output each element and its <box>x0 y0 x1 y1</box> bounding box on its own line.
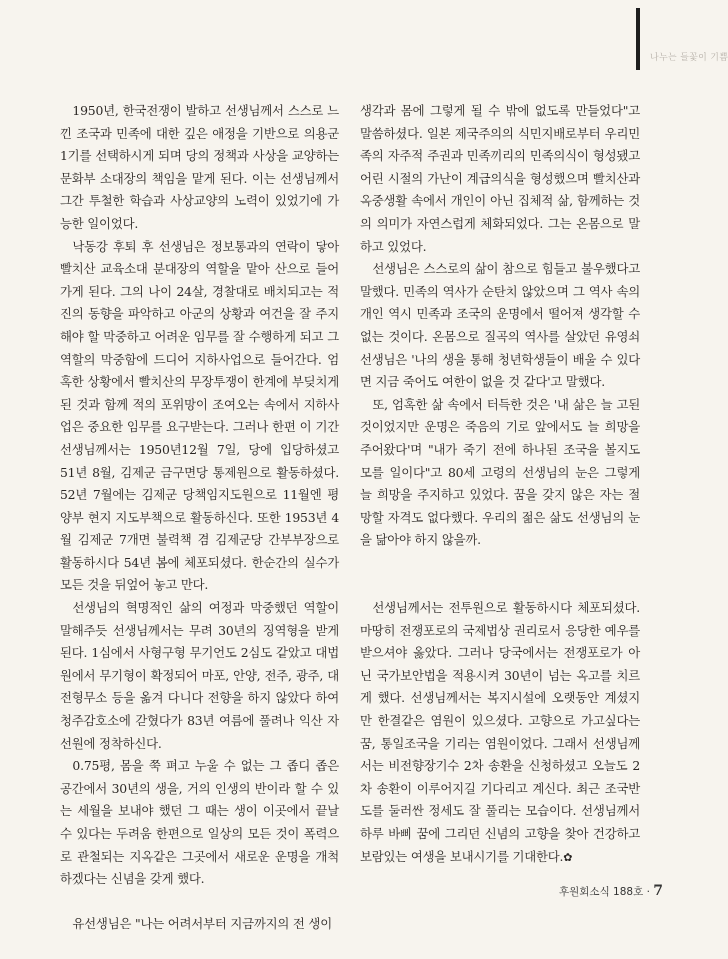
paragraph-gap <box>60 891 339 914</box>
right-column <box>360 100 640 869</box>
closing-paragraph-text: 선생님께서는 전투원으로 활동하시다 체포되셨다. 마땅히 전쟁포로의 국제법상 권리로서 응당한 예우를 받으셔야 옳았다. 그러나 당국에서는 전쟁포로가 아닌 국가보안법을 적용시켜 30년이 넘는 옥고를 치르게 했다. 선생님께서는 복지시설에 오랫동안 계셨지만 한결같은 염원이 있으셨다. 고향으로 가고싶다는 꿈, 통일조국을 기리는 염원이었다. 그래서 선생님께서는 비전향장기수 2차 송환을 신청하셨고 오늘도 2차 송환이 이루어지길 기다리고 계신다. 최근 조국반도를 둘러싼 정세도 잘 풀리는 모습이다. 선생님께서 하루 바삐 꿈에 그리던 신념의 고향을 찾아 건강하고 보람있는 여생을 보내시기를 기대한다. <box>360 600 640 864</box>
end-mark-icon: ✿ <box>563 850 573 864</box>
body-paragraph: 1950년, 한국전쟁이 발하고 선생님께서 스스로 느낀 조국과 민족에 대한 깊은 애정을 기반으로 의용군 1기를 선택하시게 되며 당의 정책과 사상을 교양하는 문화부 소대장의 책임을 맡게 된다. 이는 선생님께서 그간 투철한 학습과 사상교양의 노력이 있었기에 가능한 일이었다. <box>60 103 339 231</box>
body-paragraph: 생각과 몸에 그렇게 될 수 밖에 없도록 만들었다"고 말씀하셨다. 일본 제국주의의 식민지배로부터 우리민족의 자주적 주권과 민족끼리의 민족의식이 형성됐고 어린 시절의 가난이 계급의식을 형성했으며 빨치산과 옥중생활 속에서 개인이 아닌 집체적 삶, 함께하는 것의 의미가 자연스럽게 체화되었다. 그는 온몸으로 말하고 있었다. <box>360 103 640 254</box>
footer-publication-label: 후원회소식 188호 · <box>559 886 654 898</box>
body-paragraph: 또, 엄혹한 삶 속에서 터득한 것은 '내 삶은 늘 고된 것이었지만 운명은 죽음의 기로 앞에서도 늘 희망을 주어왔다'며 "내가 죽기 전에 하나된 조국을 볼지도 모를 일이다"고 80세 고령의 선생님의 눈은 그렇게 늘 희망을 주지하고 있었다. 꿈을 갖지 않은 자는 절망할 자격도 없다했다. 우리의 젊은 삶도 선생님의 눈을 닮아야 하지 않을까. <box>360 396 640 548</box>
page-number: 7 <box>653 883 663 899</box>
body-paragraph: 0.75평, 몸을 쭉 펴고 누울 수 없는 그 좁디 좁은 공간에서 30년의 생을, 거의 인생의 반이라 할 수 있는 세월을 보내야 했던 그 때는 생이 이곳에서 끝날 수 있다는 두려움 한편으로 일상의 모든 것이 폭력으로 관철되는 지옥같은 그곳에서 새로운 운명을 개척하겠다는 신념을 갖게 했다. <box>60 758 339 887</box>
header-running-title: 나누는 들꽃이 기쁨 <box>650 53 728 63</box>
left-column <box>60 100 339 936</box>
body-paragraph: 선생님은 스스로의 삶이 참으로 힘들고 불우했다고 말했다. 민족의 역사가 순탄치 않았으며 그 역사 속의 개인 역시 민족과 조국의 운명에서 떨어져 생각할 수 없는 것이다. 온몸으로 질곡의 역사를 살았던 유영쇠 선생님은 '나의 생을 통해 청년학생들이 배울 수 있다면 지금 죽어도 여한이 없을 것 같다'고 말했다. <box>360 261 640 390</box>
body-paragraph <box>360 597 640 869</box>
body-paragraph: 선생님의 혁명적인 삶의 여정과 막중했던 역할이 말해주듯 선생님께서는 무려 30년의 징역형을 받게 된다. 1심에서 사형구형 무기언도 2심도 같았고 대법원에서 무기형이 확정되어 마포, 안양, 전주, 광주, 대전형무소 등을 옮겨 다니다 전향을 하지 않았다 하여 청주감호소에 갇혔다가 83년 여름에 풀려나 익산 자선원에 정착하신다. <box>60 600 339 751</box>
page-footer <box>559 883 663 899</box>
paragraph-gap <box>360 574 640 597</box>
header-rule <box>636 8 640 70</box>
body-paragraph: 낙동강 후퇴 후 선생님은 정보통과의 연락이 닿아 빨치산 교육소대 분대장의 역할을 맡아 산으로 들어가게 된다. 그의 나이 24살, 경찰대로 배치되고는 적진의 동향을 파악하고 아군의 상황과 여건을 잘 주지해야 할 막중하고 어려운 임무를 잘 수행하게 되고 그 역할의 막중함에 드디어 지하사업으로 들어간다. 엄혹한 상황에서 빨치산의 무장투쟁이 한계에 부딪치게 된 것과 함께 적의 포위망이 조여오는 속에서 지하사업은 중요한 임무를 요구받는다. 그러나 한편 이 기간 선생님께서는 1950년12월 7일, 당에 입당하셨고 51년 8월, 김제군 금구면당 통제원으로 활동하셨다. 52년 7월에는 김제군 당책임지도원으로 11월엔 평양부 현지 지도부책으로 활동하신다. 또한 1953년 4월 김제군 7개면 불력책 겸 김제군당 간부부장으로 활동하시다 54년 봄에 체포되셨다. 한순간의 실수가 모든 것을 뒤엎어 놓고 만다. <box>60 238 339 593</box>
paragraph-gap <box>360 552 640 575</box>
body-paragraph: 유선생님은 "나는 어려서부터 지금까지의 전 생이 <box>72 916 332 932</box>
